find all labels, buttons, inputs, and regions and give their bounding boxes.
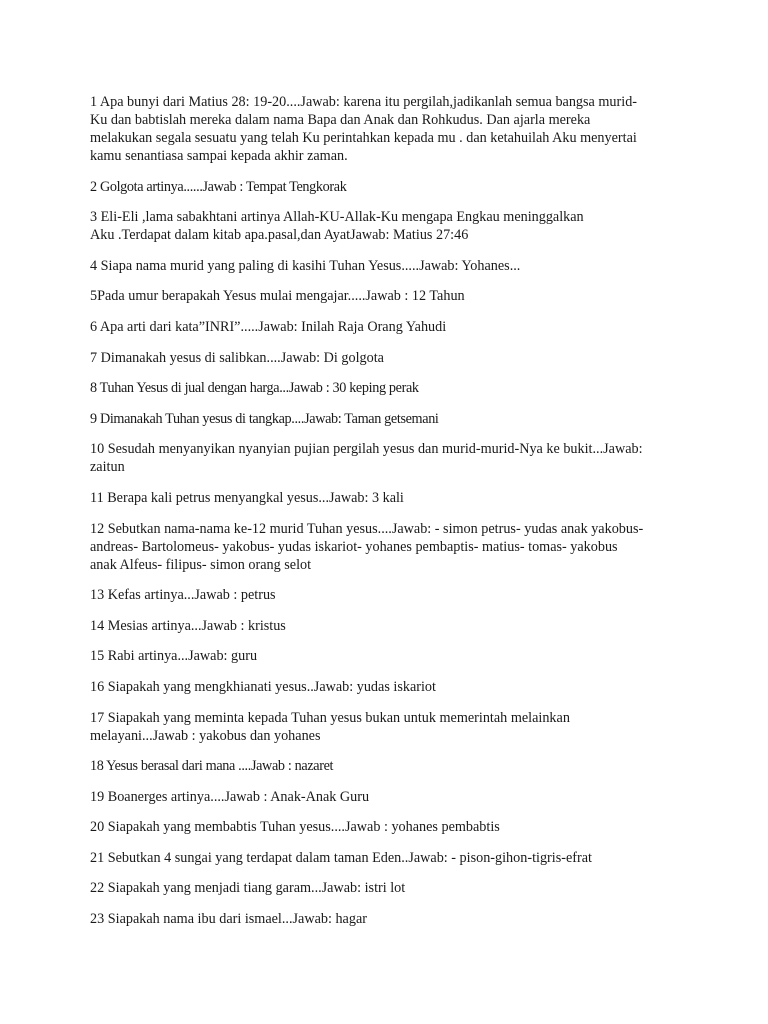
qa-item-4: 4 Siapa nama murid yang paling di kasihi Tuhan Yesus.....Jawab: Yohanes... (90, 257, 521, 274)
qa-item-12: 12 Sebutkan nama-nama ke-12 murid Tuhan yesus....Jawab: - simon petrus- yudas anak yakobus- andreas- Bartolomeus- yakobus- yudas iskariot- yohanes pembaptis- matius- tomas- yakobus anak Alfeus- filipus- simon orang selot (90, 520, 644, 573)
qa-item-8: 8 Tuhan Yesus di jual dengan harga...Jawab : 30 keping perak (90, 380, 419, 397)
qa-item-20: 20 Siapakah yang membabtis Tuhan yesus....Jawab : yohanes pembabtis (90, 819, 500, 836)
qa-item-6: 6 Apa arti dari kata”INRI”.....Jawab: Inilah Raja Orang Yahudi (90, 318, 447, 335)
qa-item-1: 1 Apa bunyi dari Matius 28: 19-20....Jawab: karena itu pergilah,jadikanlah semua bangsa murid- Ku dan babtislah mereka dalam nama Bapa dan Anak dan Rohkudus. Dan ajarla mereka melakukan segala sesuatu yang telah Ku perintahkan kepada mu . dan ketahuilah Aku menyertai kamu senantiasa sampai kepada akhir zaman. (90, 94, 638, 164)
document-page (90, 93, 680, 941)
qa-item-19: 19 Boanerges artinya....Jawab : Anak-Anak Guru (90, 788, 370, 805)
qa-item-10: 10 Sesudah menyanyikan nyanyian pujian pergilah yesus dan murid-murid-Nya ke bukit...Jawab: zaitun (90, 441, 643, 476)
qa-item-2: 2 Golgota artinya......Jawab : Tempat Tengkorak (90, 178, 347, 195)
qa-item-5: 5Pada umur berapakah Yesus mulai mengajar.....Jawab : 12 Tahun (90, 288, 465, 305)
qa-item-7: 7 Dimanakah yesus di salibkan....Jawab: Di golgota (90, 349, 384, 366)
qa-item-9: 9 Dimanakah Tuhan yesus di tangkap....Jawab: Taman getsemani (90, 410, 439, 427)
qa-item-21: 21 Sebutkan 4 sungai yang terdapat dalam taman Eden..Jawab: - pison-gihon-tigris-efrat (90, 849, 592, 866)
qa-item-16: 16 Siapakah yang mengkhianati yesus..Jawab: yudas iskariot (90, 678, 436, 695)
qa-item-22: 22 Siapakah yang menjadi tiang garam...Jawab: istri lot (90, 880, 406, 897)
qa-item-23: 23 Siapakah nama ibu dari ismael...Jawab: hagar (90, 911, 367, 928)
qa-item-11: 11 Berapa kali petrus menyangkal yesus...Jawab: 3 kali (90, 489, 404, 506)
qa-item-14: 14 Mesias artinya...Jawab : kristus (90, 617, 286, 634)
qa-item-17: 17 Siapakah yang meminta kepada Tuhan yesus bukan untuk memerintah melainkan melayani...Jawab : yakobus dan yohanes (90, 709, 570, 744)
qa-item-3: 3 Eli-Eli ,lama sabakhtani artinya Allah-KU-Allak-Ku mengapa Engkau meninggalkan Aku .Terdapat dalam kitab apa.pasal,dan AyatJawab: Matius 27:46 (90, 209, 584, 244)
qa-item-15: 15 Rabi artinya...Jawab: guru (90, 648, 258, 665)
qa-item-13: 13 Kefas artinya...Jawab : petrus (90, 587, 276, 604)
qa-item-18: 18 Yesus berasal dari mana ....Jawab : nazaret (90, 758, 334, 775)
